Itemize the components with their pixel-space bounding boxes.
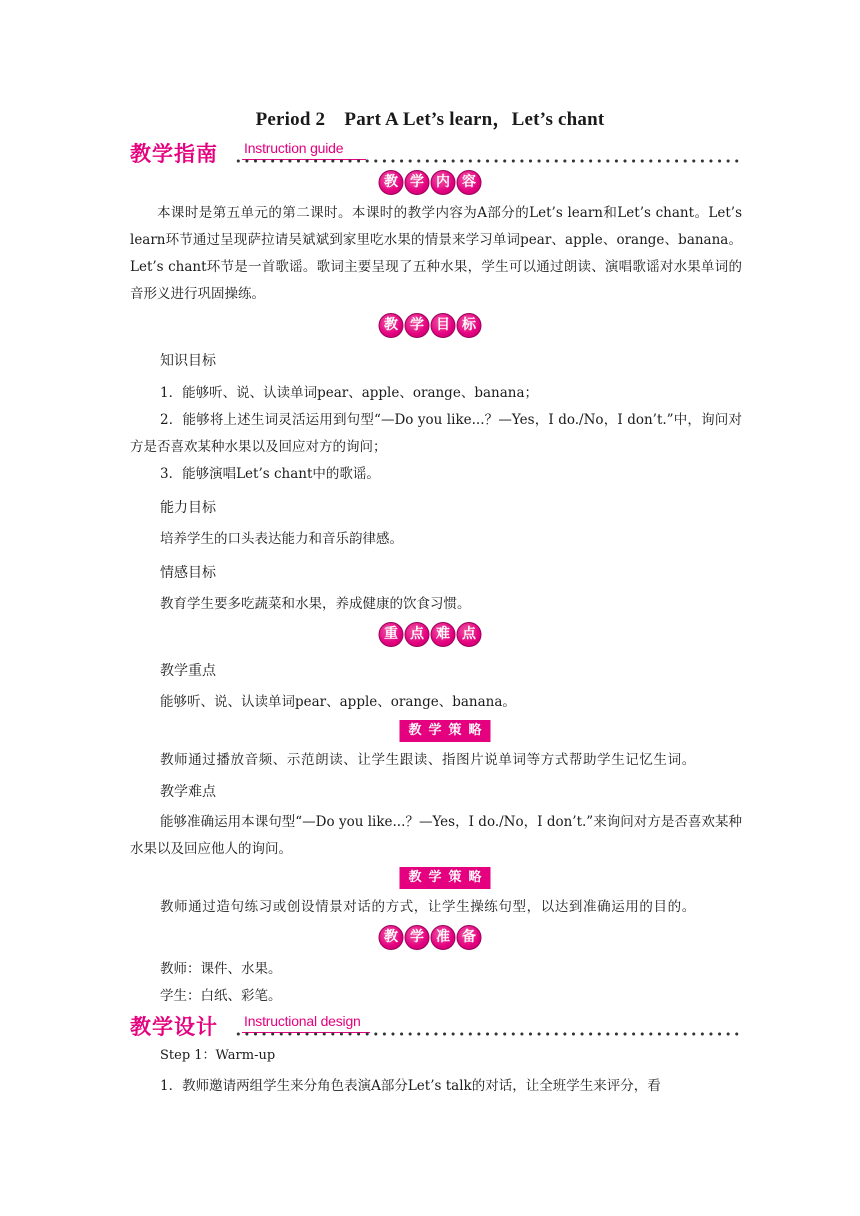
badge-char: 点	[457, 622, 482, 647]
badge-char: 教	[379, 313, 404, 338]
ability-heading: 能力目标	[160, 500, 216, 516]
badge-char: 容	[457, 170, 482, 195]
knowledge-item-2: 2．能够将上述生词灵活运用到句型“—Do you like...？—Yes，I do./No，I don’t.”中，询问对方是否喜欢某种水果以及回应对方的询问；	[130, 412, 742, 455]
strategy-tag: 教学策略	[399, 720, 490, 742]
emotion-text: 教育学生要多吃蔬菜和水果，养成健康的饮食习惯。	[160, 596, 471, 612]
knowledge-item-1: 1．能够听、说、认读单词pear、apple、orange、banana；	[160, 385, 538, 401]
key-text: 能够听、说、认读单词pear、apple、orange、banana。	[160, 694, 516, 710]
key-heading: 教学重点	[160, 663, 216, 679]
badge-teaching-objectives	[379, 313, 482, 338]
knowledge-heading: 知识目标	[160, 353, 216, 369]
dotted-rule	[234, 1031, 742, 1037]
instructional-design-header	[130, 1011, 742, 1043]
badge-char: 学	[405, 925, 430, 950]
prep-student: 学生：白纸、彩笔。	[160, 988, 282, 1004]
prep-teacher: 教师：课件、水果。	[160, 961, 282, 977]
section-title-cn: 教学设计	[130, 1015, 218, 1039]
badge-char: 内	[431, 170, 456, 195]
emotion-heading: 情感目标	[160, 565, 216, 581]
lesson-title: Period 2 Part A Let’s learn，Let’s chant	[255, 109, 605, 130]
strategy-tag: 教学策略	[399, 867, 490, 889]
badge-char: 学	[405, 313, 430, 338]
badge-char: 重	[379, 622, 404, 647]
section-title-en: Instructional design	[244, 1013, 361, 1029]
knowledge-item-3: 3．能够演唱Let’s chant中的歌谣。	[160, 466, 380, 482]
badge-teaching-content	[379, 170, 482, 195]
section-title-en: Instruction guide	[244, 140, 344, 156]
badge-char: 教	[379, 170, 404, 195]
instruction-guide-header	[130, 138, 742, 170]
badge-char: 备	[457, 925, 482, 950]
badge-teaching-prep	[379, 925, 482, 950]
badge-key-difficult-points	[379, 622, 482, 647]
dotted-rule	[234, 158, 742, 164]
badge-char: 教	[379, 925, 404, 950]
difficult-text: 能够准确运用本课句型“—Do you like...？—Yes，I do./No，I don’t.”来询问对方是否喜欢某种水果以及回应他人的询问。	[130, 814, 742, 857]
step1-label: Step 1：Warm-up	[160, 1048, 276, 1063]
badge-char: 难	[431, 622, 456, 647]
section-title-cn: 教学指南	[130, 142, 218, 166]
badge-char: 点	[405, 622, 430, 647]
ability-text: 培养学生的口头表达能力和音乐韵律感。	[160, 531, 403, 547]
badge-char: 学	[405, 170, 430, 195]
step1-item1: 1．教师邀请两组学生来分角色表演A部分Let’s talk的对话，让全班学生来评分，看	[160, 1078, 661, 1094]
badge-char: 目	[431, 313, 456, 338]
content-paragraph: 本课时是第五单元的第二课时。本课时的教学内容为A部分的Let’s learn和Let’s chant。Let’s learn环节通过呈现萨拉请吴斌斌到家里吃水果的情景来学习单词pear、apple、orange、banana。Let’s chant环节是一首歌谣。歌词主要呈现了五种水果，学生可以通过朗读、演唱歌谣对水果单词的音形义进行巩固操练。	[130, 205, 742, 302]
difficult-heading: 教学难点	[160, 784, 216, 800]
badge-char: 标	[457, 313, 482, 338]
key-strategy: 教师通过播放音频、示范朗读、让学生跟读、指图片说单词等方式帮助学生记忆生词。	[160, 752, 696, 768]
badge-char: 准	[431, 925, 456, 950]
difficult-strategy: 教师通过造句练习或创设情景对话的方式，让学生操练句型，以达到准确运用的目的。	[160, 899, 696, 915]
